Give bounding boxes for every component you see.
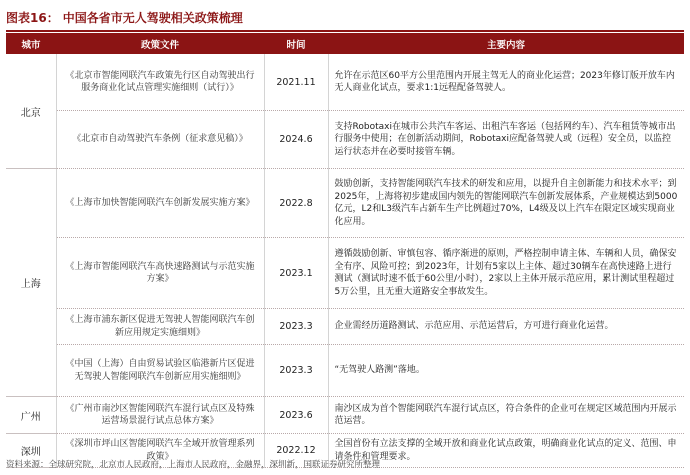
header-main-content: 主要内容: [328, 33, 684, 54]
source-note: 资料来源：全球研究院，北京市人民政府，上海市人民政府，金融界，深圳新，国联证券研究所整理: [6, 460, 381, 470]
city-cell: 上海: [6, 169, 56, 397]
date-cell: 2023.1: [264, 238, 328, 309]
title-divider: [6, 30, 684, 32]
table-header-row: [6, 33, 684, 54]
table-row: [6, 397, 684, 434]
policy-document-cell: 《上海市智能网联汽车高快速路测试与示范实施方案》: [56, 238, 264, 309]
table-row: [6, 169, 684, 238]
date-cell: 2024.6: [264, 111, 328, 169]
figure-title-text: 中国各省市无人驾驶相关政策梳理: [62, 11, 243, 25]
policy-document-cell: 《上海市浦东新区促进无驾驶人智能网联汽车创新应用规定实施细则》: [56, 309, 264, 345]
figure-title: [6, 8, 684, 28]
content-cell: 遵循鼓励创新、审慎包容、循序渐进的原则，严格控制申请主体、车辆和人员，确保安全有序、风险可控；到2023年，计划有5家以上主体、超过30辆车在高快速路上进行测试（测试时速不低于60公里/小时），2家以上主体开展示范应用，累计测试里程超过5万公里，且无重大道路安全事故发生。: [328, 238, 684, 309]
content-cell: “无驾驶人路测”落地。: [328, 345, 684, 397]
table-row: [6, 345, 684, 397]
city-cell: 北京: [6, 54, 56, 169]
policy-document-cell: 《上海市加快智能网联汽车创新发展实施方案》: [56, 169, 264, 238]
date-cell: 2021.11: [264, 54, 328, 111]
content-cell: 南沙区成为首个智能网联汽车混行试点区，符合条件的企业可在规定区域范围内开展示范运营。: [328, 397, 684, 434]
policy-document-cell: 《中国（上海）自由贸易试验区临港新片区促进无驾驶人智能网联汽车创新应用实施细则》: [56, 345, 264, 397]
date-cell: 2022.8: [264, 169, 328, 238]
content-cell: 全国首份有立法支撑的全域开放和商业化试点政策，明确商业化试点的定义、范围、申请条件和管理要求。: [328, 434, 684, 468]
table-row: [6, 238, 684, 309]
table-row: [6, 309, 684, 345]
policy-document-cell: 《北京市智能网联汽车政策先行区自动驾驶出行服务商业化试点管理实施细则（试行）》: [56, 54, 264, 111]
header-policy-document: 政策文件: [56, 33, 264, 54]
table-row: [6, 111, 684, 169]
date-cell: 2022.12: [264, 434, 328, 468]
city-cell: 广州: [6, 397, 56, 434]
content-cell: 支持Robotaxi在城市公共汽车客运、出租汽车客运（包括网约车）、汽车租赁等城市出行服务中使用；在创新活动期间，Robotaxi应配备驾驶人或（远程）安全员，以监控运行状态并在必要时接管车辆。: [328, 111, 684, 169]
content-cell: 企业需经历道路测试、示范应用、示范运营后，方可进行商业化运营。: [328, 309, 684, 345]
table-row: [6, 54, 684, 111]
header-city: 城市: [6, 33, 56, 54]
policy-table: [6, 33, 684, 468]
city-cell: 深圳: [6, 434, 56, 468]
date-cell: 2023.3: [264, 345, 328, 397]
policy-document-cell: 《北京市自动驾驶汽车条例（征求意见稿）》: [56, 111, 264, 169]
date-cell: 2023.6: [264, 397, 328, 434]
content-cell: 允许在示范区60平方公里范围内开展主驾无人的商业化运营；2023年修订版开放车内无人商业化试点，要求1:1远程配备驾驶人。: [328, 54, 684, 111]
date-cell: 2023.3: [264, 309, 328, 345]
policy-document-cell: 《深圳市坪山区智能网联汽车全域开放管理系列政策》: [56, 434, 264, 468]
content-cell: 鼓励创新，支持智能网联汽车技术的研发和应用，以提升自主创新能力和技术水平；到2025年，上海将初步建成国内领先的智能网联汽车创新发展体系，产业规模达到5000亿元，L2和L3级汽车占新车生产比例超过70%，L4级及以上汽车在限定区域实现商业化应用。: [328, 169, 684, 238]
header-date: 时间: [264, 33, 328, 54]
policy-document-cell: 《广州市南沙区智能网联汽车混行试点区及特殊运营场景混行试点总体方案》: [56, 397, 264, 434]
figure-label: 图表16：: [6, 11, 59, 25]
